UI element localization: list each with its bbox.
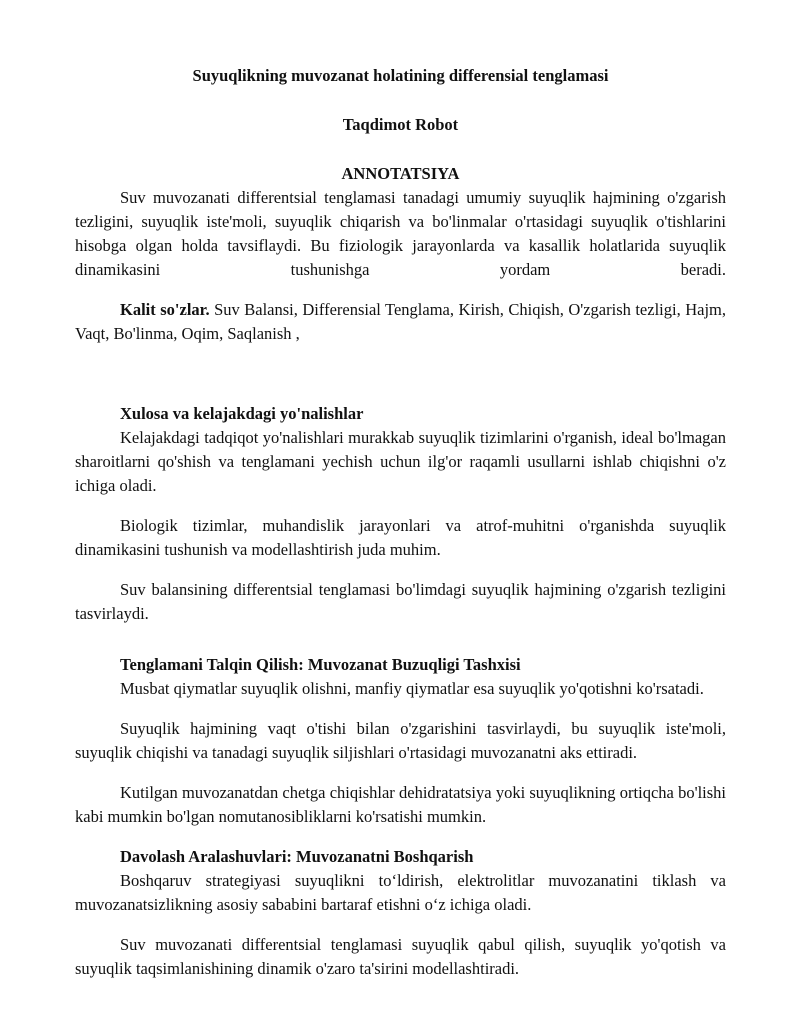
keywords-text: Suv Balansi, Differensial Tenglama, Kirish, Chiqish, O'zgarish tezligi, Hajm, Vaqt, Bo'linma, Oqim, Saqlanish , xyxy=(75,300,726,343)
document-page xyxy=(75,60,726,981)
section-paragraph: Suv muvozanati differentsial tenglamasi suyuqlik qabul qilish, suyuqlik yo'qotish va suyuqlik taqsimlanishining dinamik o'zaro ta'sirini modellashtiradi. xyxy=(75,935,726,978)
section-paragraph: Suyuqlik hajmining vaqt o'tishi bilan o'zgarishini tasvirlaydi, bu suyuqlik iste'moli, suyuqlik chiqishi va tanadagi suyuqlik siljishlari o'rtasidagi muvozanatni aks ettiradi. xyxy=(75,719,726,762)
section-heading-conclusion: Xulosa va kelajakdagi yo'nalishlar xyxy=(120,404,364,423)
document-author: Taqdimot Robot xyxy=(342,115,459,134)
annotation-text: Suv muvozanati differentsial tenglamasi tanadagi umumiy suyuqlik hajmining o'zgarish tezligini, suyuqlik iste'moli, suyuqlik chiqarish va bo'linmalar o'rtasidagi suyuqlik o'tishlarini hisobga olgan holda tavsiflaydi. Bu fiziologik jarayonlarda va kasallik holatlarida suyuqlik dinamikasini tushunishga yordam beradi. xyxy=(75,188,726,279)
section-heading-treatment: Davolash Aralashuvlari: Muvozanatni Boshqarish xyxy=(120,847,474,866)
document-title: Suyuqlikning muvozanat holatining differensial tenglamasi xyxy=(192,66,609,85)
keywords-label: Kalit so'zlar. xyxy=(120,300,210,319)
section-paragraph: Boshqaruv strategiyasi suyuqlikni to‘ldirish, elektrolitlar muvozanatini tiklash va muvozanatsizlikning asosiy sababini bartaraf etishni o‘z ichiga oladi. xyxy=(75,871,726,914)
section-paragraph: Biologik tizimlar, muhandislik jarayonlari va atrof-muhitni o'rganishda suyuqlik dinamikasini tushunish va modellashtirish juda muhim. xyxy=(75,516,726,559)
section-heading-interpretation: Tenglamani Talqin Qilish: Muvozanat Buzuqligi Tashxisi xyxy=(120,655,521,674)
annotation-heading: ANNOTATSIYA xyxy=(341,164,460,183)
section-paragraph: Suv balansining differentsial tenglamasi bo'limdagi suyuqlik hajmining o'zgarish tezligini tasvirlaydi. xyxy=(75,580,726,623)
keywords-paragraph xyxy=(75,298,726,346)
section-paragraph: Kelajakdagi tadqiqot yo'nalishlari murakkab suyuqlik tizimlarini o'rganish, ideal bo'lmagan sharoitlarni qo'shish va tenglamani yechish uchun ilg'or raqamli usullarni ishlab chiqishni o'z ichiga oladi. xyxy=(75,428,726,495)
section-paragraph: Kutilgan muvozanatdan chetga chiqishlar dehidratatsiya yoki suyuqlikning ortiqcha bo'lishi kabi mumkin bo'lgan nomutanosibliklarni ko'rsatishi mumkin. xyxy=(75,783,726,826)
section-paragraph: Musbat qiymatlar suyuqlik olishni, manfiy qiymatlar esa suyuqlik yo'qotishni ko'rsatadi. xyxy=(120,679,704,698)
